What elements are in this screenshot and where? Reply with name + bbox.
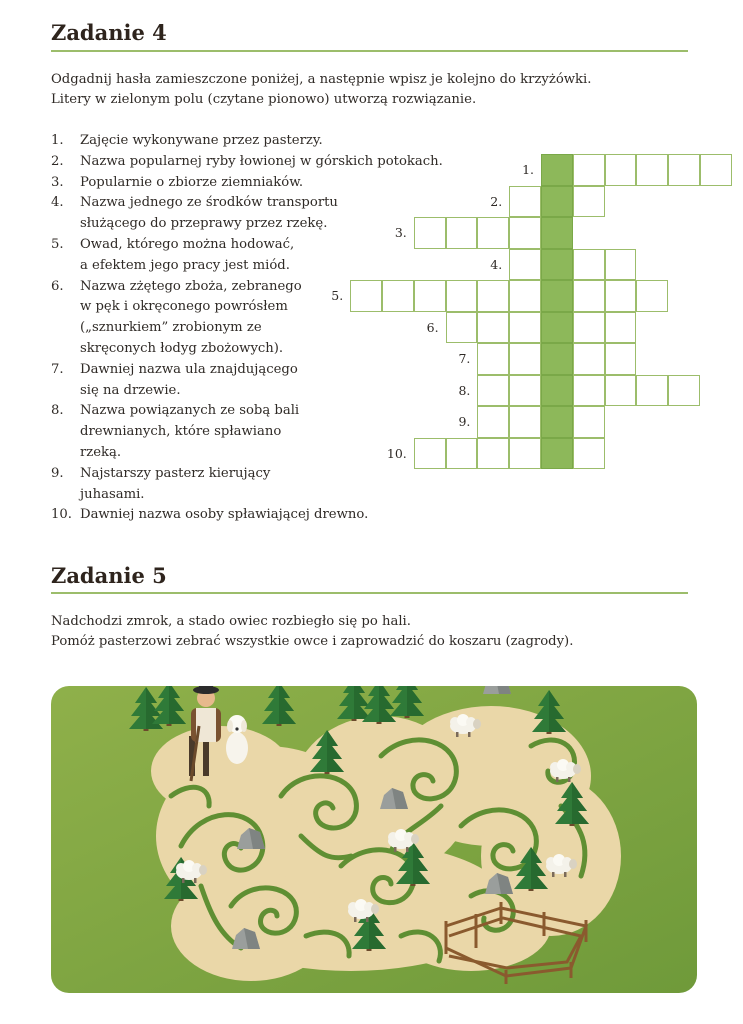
crossword-solution-cell[interactable] — [541, 154, 573, 186]
crossword-cell[interactable] — [573, 312, 605, 344]
crossword-cell[interactable] — [573, 249, 605, 281]
clue-text: się na drzewie. — [80, 382, 181, 398]
crossword-cell[interactable] — [509, 249, 541, 281]
crossword-cell[interactable] — [382, 280, 414, 312]
clue-item — [51, 131, 376, 152]
crossword-cell[interactable] — [414, 217, 446, 249]
clue-number: 1. — [51, 133, 64, 148]
clue-text: Dawniej nazwa ula znajdującego — [80, 361, 298, 377]
clue-item — [51, 401, 376, 463]
crossword-cell[interactable] — [477, 343, 509, 375]
task5-intro-line: Pomóż pasterzowi zebrać wszystkie owce i zaprowadzić do koszaru (zagrody). — [51, 634, 574, 649]
crossword-cell[interactable] — [350, 280, 382, 312]
crossword-cell[interactable] — [477, 375, 509, 407]
crossword-row-number: 9. — [458, 414, 471, 429]
crossword-cell[interactable] — [573, 280, 605, 312]
crossword-cell[interactable] — [446, 280, 478, 312]
crossword-cell[interactable] — [477, 312, 509, 344]
crossword-cell[interactable] — [477, 406, 509, 438]
clue-text: Nazwa jednego ze środków transportu — [80, 195, 338, 211]
clue-text: Nazwa popularnej ryby łowionej w górskich potokach. — [80, 153, 443, 169]
crossword-solution-cell[interactable] — [541, 186, 573, 218]
clue-item — [51, 505, 376, 526]
crossword-cell[interactable] — [605, 280, 637, 312]
task5-intro-line: Nadchodzi zmrok, a stado owiec rozbiegło się po hali. — [51, 614, 411, 629]
crossword-cell[interactable] — [477, 280, 509, 312]
clue-item — [51, 464, 376, 506]
crossword-cell[interactable] — [477, 217, 509, 249]
clue-item — [51, 173, 376, 194]
crossword-cell[interactable] — [668, 154, 700, 186]
task4-intro — [51, 70, 591, 110]
clue-text: Dawniej nazwa osoby spławiającej drewno. — [80, 507, 369, 523]
clue-text: Nazwa powiązanych ze sobą bali — [80, 403, 300, 419]
crossword-solution-cell[interactable] — [541, 217, 573, 249]
crossword-solution-cell[interactable] — [541, 375, 573, 407]
crossword-cell[interactable] — [477, 438, 509, 470]
crossword-cell[interactable] — [509, 406, 541, 438]
crossword-cell[interactable] — [414, 438, 446, 470]
crossword-solution-cell[interactable] — [541, 312, 573, 344]
crossword-row-number: 8. — [458, 382, 471, 398]
task4-intro-line: Litery w zielonym polu (czytane pionowo) utworzą rozwiązanie. — [51, 92, 477, 107]
crossword-cell[interactable] — [573, 186, 605, 218]
clue-number: 4. — [51, 195, 64, 211]
clue-item — [51, 360, 376, 402]
clue-number: 7. — [51, 361, 64, 377]
crossword-cell[interactable] — [509, 217, 541, 249]
clue-text: („sznurkiem” zrobionym ze — [80, 320, 262, 336]
crossword-cell[interactable] — [636, 280, 668, 312]
crossword-cell[interactable] — [509, 280, 541, 312]
crossword-cell[interactable] — [509, 312, 541, 344]
crossword-row-number: 7. — [458, 351, 471, 366]
task5-divider — [51, 592, 688, 594]
clue-text: Nazwa zżętego zboża, zebranego — [80, 278, 302, 294]
crossword-cell[interactable] — [573, 438, 605, 470]
task4-title: Zadanie 4 — [51, 20, 167, 45]
crossword-cell[interactable] — [605, 343, 637, 375]
clue-text: juhasami. — [80, 486, 145, 502]
task4-divider — [51, 50, 688, 52]
clue-number: 6. — [51, 278, 64, 294]
crossword-solution-cell[interactable] — [541, 406, 573, 438]
crossword-cell[interactable] — [446, 438, 478, 470]
crossword-cell[interactable] — [700, 154, 732, 186]
maze-illustration — [51, 686, 697, 993]
clue-number: 3. — [51, 174, 64, 190]
clue-text: skręconych łodyg zbożowych). — [80, 340, 284, 356]
crossword-cell[interactable] — [573, 154, 605, 186]
clue-number: 8. — [51, 403, 64, 419]
crossword-cell[interactable] — [573, 343, 605, 375]
crossword-cell[interactable] — [605, 154, 637, 186]
clue-item — [51, 235, 376, 277]
clue-text: rzeką. — [80, 444, 122, 460]
crossword-cell[interactable] — [605, 249, 637, 281]
crossword-row-number: 3. — [394, 225, 407, 240]
crossword-cell[interactable] — [605, 312, 637, 344]
crossword-cell[interactable] — [414, 280, 446, 312]
clue-list — [51, 131, 443, 526]
clue-text: służącego do przeprawy przez rzekę. — [80, 216, 328, 232]
crossword-row-number: 4. — [490, 256, 503, 272]
crossword-solution-cell[interactable] — [541, 280, 573, 312]
clue-number: 5. — [51, 236, 64, 252]
crossword-solution-cell[interactable] — [541, 438, 573, 470]
crossword-cell[interactable] — [668, 375, 700, 407]
crossword-cell[interactable] — [573, 375, 605, 407]
crossword-row-number: 1. — [522, 162, 534, 177]
clue-item — [51, 193, 376, 235]
crossword-cell[interactable] — [636, 154, 668, 186]
crossword-cell[interactable] — [509, 438, 541, 470]
crossword-cell[interactable] — [509, 375, 541, 407]
clue-number: 2. — [51, 153, 64, 169]
maze-scene — [51, 686, 697, 993]
clue-item — [51, 277, 376, 360]
crossword-cell[interactable] — [605, 375, 637, 407]
task5-intro — [51, 612, 573, 652]
crossword-row-number: 10. — [386, 445, 407, 461]
clue-text: Zajęcie wykonywane przez pasterzy. — [80, 133, 323, 148]
sheepdog-figure — [226, 715, 248, 764]
clue-text: Popularnie o zbiorze ziemniaków. — [80, 174, 304, 190]
clue-number: 9. — [51, 465, 64, 481]
crossword-cell[interactable] — [636, 375, 668, 407]
clue-text: w pęk i okręconego powrósłem — [80, 299, 288, 315]
clue-item — [51, 152, 443, 173]
crossword-row-number: 6. — [426, 319, 439, 335]
crossword-cell[interactable] — [446, 312, 478, 344]
clue-text: Owad, którego można hodować, — [80, 236, 295, 252]
crossword-row-number: 2. — [490, 193, 503, 209]
clue-text: drewnianych, które spławiano — [80, 424, 282, 440]
crossword-cell[interactable] — [446, 217, 478, 249]
task4-intro-line: Odgadnij hasła zamieszczone poniżej, a następnie wpisz je kolejno do krzyżówki. — [51, 72, 592, 87]
crossword-solution-cell[interactable] — [541, 249, 573, 281]
clue-text: Najstarszy pasterz kierujący — [80, 465, 271, 481]
crossword-cell[interactable] — [509, 186, 541, 218]
crossword-cell[interactable] — [509, 343, 541, 375]
crossword-solution-cell[interactable] — [541, 343, 573, 375]
task5-title: Zadanie 5 — [51, 563, 167, 588]
clue-text: a efektem jego pracy jest miód. — [80, 257, 290, 273]
crossword-cell[interactable] — [573, 406, 605, 438]
clue-number: 10. — [51, 507, 72, 523]
crossword-row-number: 5. — [331, 288, 344, 303]
